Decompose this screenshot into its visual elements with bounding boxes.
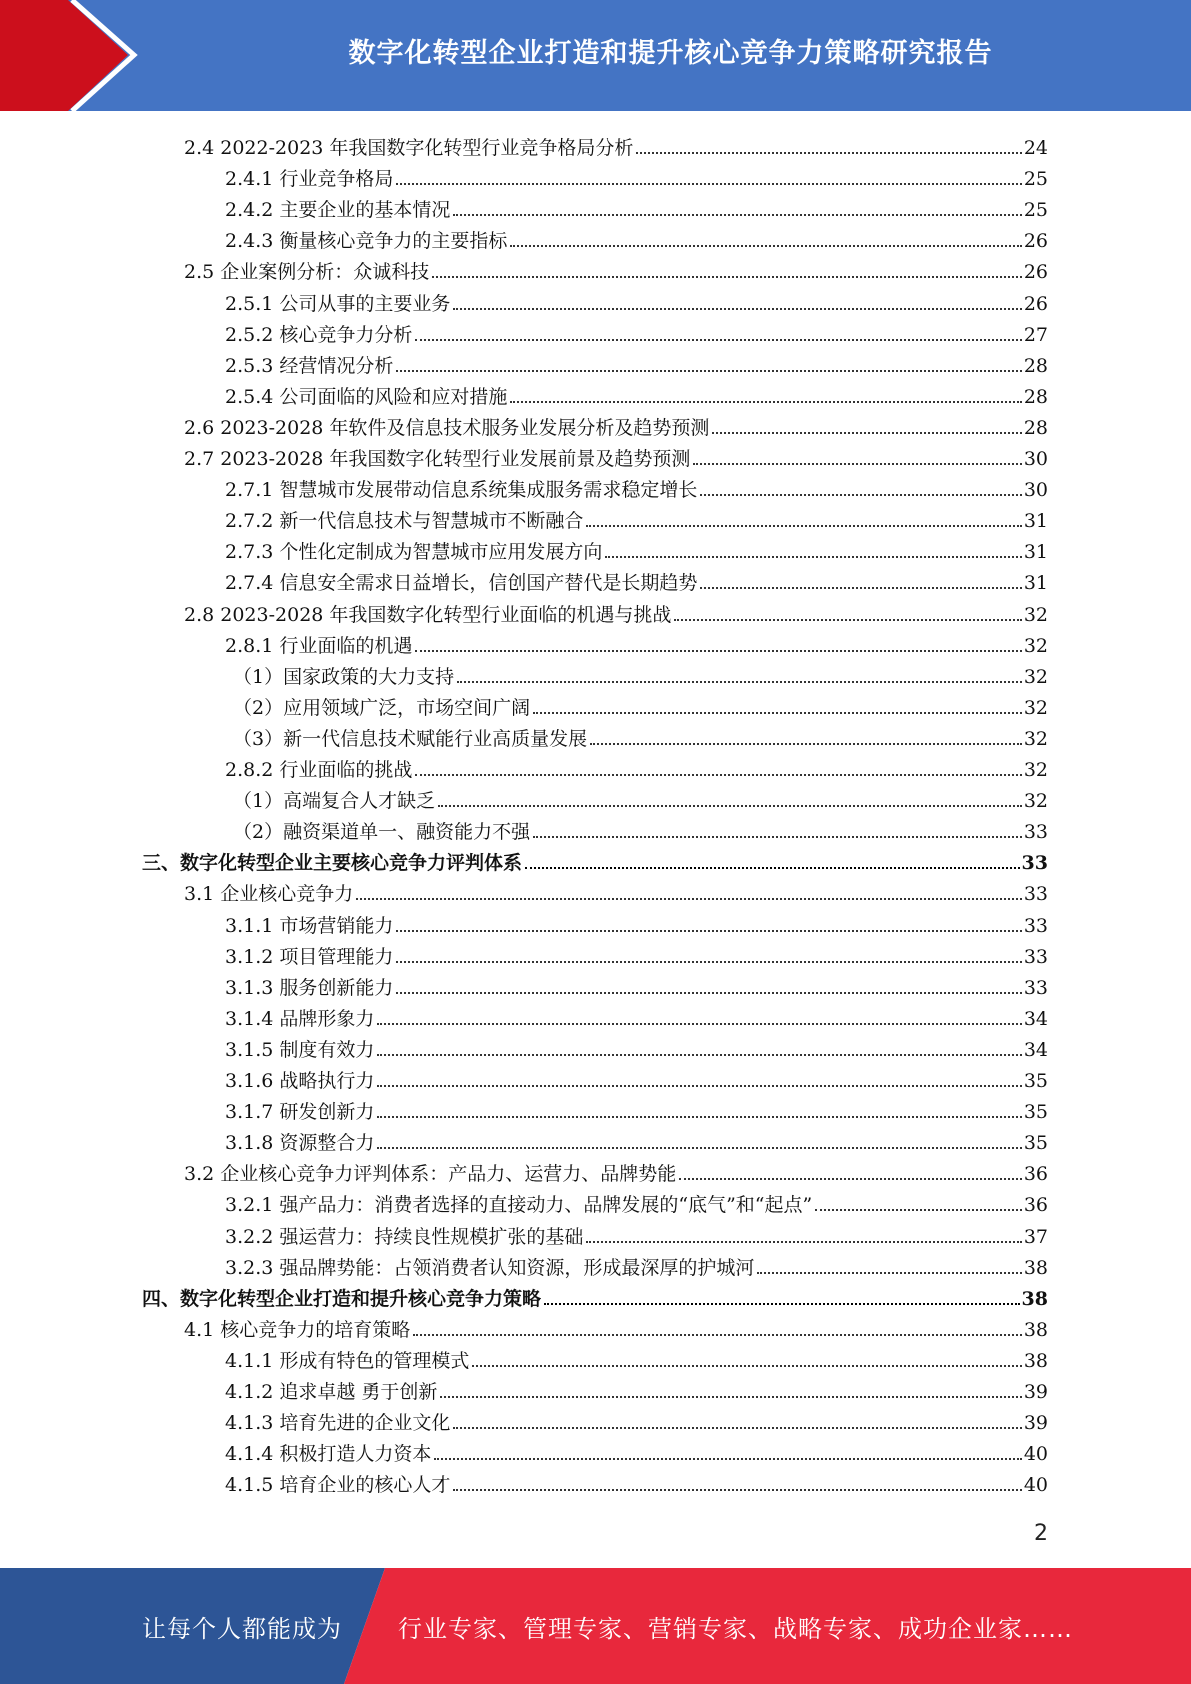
footer-slogan-right: 行业专家、管理专家、营销专家、战略专家、成功企业家…… [398, 1614, 1073, 1643]
toc-entry-title: 3.1.2 项目管理能力 [225, 945, 394, 968]
toc-dot-leader [415, 338, 1021, 341]
toc-entry-page: 31 [1023, 510, 1048, 533]
toc-entry[interactable] [225, 501, 1048, 532]
toc-entry-page: 26 [1023, 261, 1048, 284]
toc-entry-page: 27 [1023, 323, 1048, 346]
toc-entry-page: 32 [1023, 759, 1048, 781]
footer-slogan-left: 让每个人都能成为 [142, 1614, 342, 1643]
toc-entry-title: 3.1.5 制度有效力 [225, 1038, 375, 1061]
toc-dot-leader [636, 151, 1021, 154]
toc-entry[interactable] [184, 128, 1048, 159]
toc-entry[interactable] [225, 1092, 1048, 1123]
toc-dot-leader [457, 680, 1022, 683]
toc-dot-leader [472, 1364, 1021, 1367]
toc-entry[interactable] [184, 439, 1048, 470]
toc-entry[interactable] [225, 1341, 1048, 1372]
toc-entry-page: 32 [1023, 603, 1048, 626]
toc-entry-title: 4.1.3 培育先进的企业文化 [225, 1412, 451, 1435]
toc-entry-page: 25 [1023, 168, 1048, 191]
toc-entry-title: 2.7.2 新一代信息技术与智慧城市不断融合 [225, 510, 584, 533]
toc-entry-title: 4.1.2 追求卓越 勇于创新 [225, 1381, 438, 1403]
toc-entry-title: （2）融资渠道单一、融资能力不强 [233, 821, 531, 844]
toc-entry[interactable] [225, 626, 1048, 657]
toc-entry[interactable] [225, 159, 1048, 190]
toc-entry-page: 38 [1021, 1287, 1048, 1310]
toc-entry-title: 3.1.4 品牌形象力 [225, 1007, 375, 1030]
toc-entry-page: 33 [1023, 914, 1048, 937]
toc-dot-leader [590, 742, 1022, 745]
toc-entry[interactable] [225, 999, 1048, 1030]
toc-entry[interactable] [233, 812, 1048, 843]
toc-entry-title: 2.8.2 行业面临的挑战 [225, 759, 413, 781]
toc-dot-leader [757, 1271, 1021, 1274]
toc-entry-title: 3.2.1 强产品力：消费者选择的直接动力、品牌发展的“底气”和“起点” [225, 1194, 813, 1217]
toc-entry-title: 2.5.3 经营情况分析 [225, 354, 394, 377]
toc-entry-page: 33 [1023, 883, 1048, 906]
toc-entry-title: 2.4.1 行业竞争格局 [225, 168, 394, 191]
toc-entry[interactable] [225, 1123, 1048, 1154]
toc-dot-leader [434, 1457, 1021, 1460]
toc-entry[interactable] [225, 968, 1048, 999]
report-title: 数字化转型企业打造和提升核心竞争力策略研究报告 [348, 37, 993, 69]
toc-entry-page: 38 [1023, 1256, 1048, 1279]
toc-entry-page: 37 [1023, 1225, 1048, 1248]
toc-entry-page: 24 [1023, 137, 1048, 159]
toc-dot-leader [396, 182, 1021, 185]
toc-dot-leader [396, 929, 1021, 932]
toc-entry-page: 32 [1023, 790, 1048, 813]
red-arrow-icon [0, 0, 160, 111]
toc-entry[interactable] [142, 843, 1048, 874]
toc-entry[interactable] [233, 719, 1048, 750]
toc-entry[interactable] [225, 1372, 1048, 1403]
toc-entry-title: 3.2.2 强运营力：持续良性规模扩张的基础 [225, 1225, 584, 1248]
toc-entry-title: 3.1.7 研发创新力 [225, 1101, 375, 1124]
toc-entry[interactable] [184, 1154, 1048, 1185]
toc-entry[interactable] [184, 408, 1048, 439]
toc-entry-title: 2.5.2 核心竞争力分析 [225, 323, 413, 346]
toc-entry-page: 39 [1023, 1381, 1048, 1403]
toc-entry-page: 40 [1023, 1474, 1048, 1497]
toc-entry[interactable] [225, 563, 1048, 594]
toc-entry-page: 32 [1023, 665, 1048, 688]
toc-entry[interactable] [225, 937, 1048, 968]
toc-dot-leader [533, 711, 1022, 714]
toc-entry[interactable] [225, 1185, 1048, 1216]
toc-entry-title: （1）高端复合人才缺乏 [233, 790, 436, 813]
toc-entry[interactable] [225, 190, 1048, 221]
toc-dot-leader [510, 244, 1021, 247]
toc-entry[interactable] [184, 874, 1048, 905]
toc-entry-page: 36 [1023, 1163, 1048, 1186]
toc-entry-title: （2）应用领域广泛，市场空间广阔 [233, 696, 531, 719]
toc-entry[interactable] [225, 1403, 1048, 1434]
toc-dot-leader [586, 524, 1021, 527]
toc-dot-leader [533, 835, 1022, 838]
toc-entry-title: （3）新一代信息技术赋能行业高质量发展 [233, 727, 588, 750]
toc-dot-leader [432, 275, 1022, 278]
toc-entry-page: 31 [1023, 572, 1048, 595]
toc-entry-title: 3.1.1 市场营销能力 [225, 914, 394, 937]
toc-entry-title: 2.5 企业案例分析：众诚科技 [184, 261, 430, 284]
toc-dot-leader [453, 1426, 1021, 1429]
toc-dot-leader [700, 493, 1021, 496]
toc-entry-title: 三、数字化转型企业主要核心竞争力评判体系 [142, 852, 523, 875]
toc-entry-title: 4.1.4 积极打造人力资本 [225, 1443, 432, 1466]
toc-dot-leader [712, 431, 1021, 434]
toc-entry-title: 3.1 企业核心竞争力 [184, 883, 354, 906]
toc-dot-leader [396, 960, 1021, 963]
toc-entry[interactable] [233, 688, 1048, 719]
toc-entry-page: 25 [1023, 199, 1048, 222]
toc-entry-page: 38 [1023, 1318, 1048, 1341]
page-number: 2 [1034, 1521, 1048, 1546]
toc-entry-page: 35 [1023, 1070, 1048, 1092]
toc-entry-title: 四、数字化转型企业打造和提升核心竞争力策略 [142, 1287, 542, 1310]
toc-entry-title: 2.7.1 智慧城市发展带动信息系统集成服务需求稳定增长 [225, 479, 698, 502]
toc-entry-page: 34 [1023, 1038, 1048, 1061]
toc-entry-title: 3.1.6 战略执行力 [225, 1070, 375, 1092]
toc-entry-title: 2.7 2023-2028 年我国数字化转型行业发展前景及趋势预测 [184, 448, 691, 470]
toc-dot-leader [415, 773, 1021, 776]
toc-entry-page: 30 [1023, 448, 1048, 470]
toc-dot-leader [586, 1240, 1021, 1243]
toc-dot-leader [377, 1146, 1021, 1149]
toc-entry-title: 4.1 核心竞争力的培育策略 [184, 1318, 411, 1341]
toc-entry[interactable] [233, 781, 1048, 812]
toc-entry-page: 33 [1023, 821, 1048, 844]
toc-entry-title: 3.1.3 服务创新能力 [225, 976, 394, 999]
toc-dot-leader [377, 1022, 1021, 1025]
toc-entry[interactable] [225, 532, 1048, 563]
toc-entry-page: 35 [1023, 1101, 1048, 1124]
toc-entry-title: 2.8 2023-2028 年我国数字化转型行业面临的机遇与挑战 [184, 603, 672, 626]
toc-entry-page: 36 [1023, 1194, 1048, 1217]
toc-entry[interactable] [233, 657, 1048, 688]
toc-entry-page: 38 [1023, 1349, 1048, 1372]
toc-entry-title: 2.8.1 行业面临的机遇 [225, 634, 413, 657]
toc-entry-page: 35 [1023, 1132, 1048, 1155]
toc-entry-page: 28 [1023, 385, 1048, 408]
toc-entry-title: 2.4.3 衡量核心竞争力的主要指标 [225, 230, 508, 253]
toc-dot-leader [413, 1333, 1022, 1336]
toc-entry-title: 2.5.1 公司从事的主要业务 [225, 292, 451, 315]
toc-dot-leader [674, 618, 1021, 621]
toc-entry[interactable] [225, 750, 1048, 781]
toc-entry-page: 33 [1023, 945, 1048, 968]
toc-dot-leader [510, 400, 1021, 403]
toc-entry[interactable] [225, 346, 1048, 377]
toc-entry-title: 3.2 企业核心竞争力评判体系：产品力、运营力、品牌势能 [184, 1163, 677, 1186]
toc-dot-leader [679, 1177, 1022, 1180]
toc-entry[interactable] [225, 284, 1048, 315]
toc-entry-title: 2.4.2 主要企业的基本情况 [225, 199, 451, 222]
toc-entry[interactable] [184, 1310, 1048, 1341]
toc-entry-title: 2.4 2022-2023 年我国数字化转型行业竞争格局分析 [184, 137, 634, 159]
toc-dot-leader [605, 555, 1021, 558]
toc-dot-leader [453, 307, 1021, 310]
toc-entry-page: 34 [1023, 1007, 1048, 1030]
toc-entry-page: 28 [1023, 416, 1048, 439]
toc-dot-leader [415, 649, 1021, 652]
toc-dot-leader [396, 991, 1021, 994]
toc-entry-title: 4.1.5 培育企业的核心人才 [225, 1474, 451, 1497]
toc-entry[interactable] [184, 595, 1048, 626]
toc-entry-page: 32 [1023, 634, 1048, 657]
toc-entry[interactable] [225, 377, 1048, 408]
toc-entry-page: 40 [1023, 1443, 1048, 1466]
toc-entry-page: 31 [1023, 541, 1048, 564]
toc-entry-page: 39 [1023, 1412, 1048, 1435]
toc-dot-leader [693, 462, 1021, 465]
toc-dot-leader [356, 897, 1022, 900]
toc-entry[interactable] [225, 1061, 1048, 1092]
toc-entry[interactable] [225, 1465, 1048, 1496]
toc-dot-leader [377, 1084, 1021, 1087]
toc-entry-title: 3.1.8 资源整合力 [225, 1132, 375, 1155]
toc-entry[interactable] [225, 470, 1048, 501]
toc-entry[interactable] [184, 252, 1048, 283]
toc-entry-title: 2.7.3 个性化定制成为智慧城市应用发展方向 [225, 541, 603, 564]
toc-dot-leader [440, 1395, 1021, 1398]
toc-entry-page: 26 [1023, 230, 1048, 253]
toc-dot-leader [438, 804, 1022, 807]
toc-entry-page: 28 [1023, 354, 1048, 377]
toc-entry[interactable] [225, 906, 1048, 937]
toc-dot-leader [377, 1115, 1021, 1118]
toc-dot-leader [396, 369, 1021, 372]
header-band [0, 0, 1191, 111]
toc-entry-title: 2.7.4 信息安全需求日益增长，信创国产替代是长期趋势 [225, 572, 698, 595]
toc-dot-leader [453, 213, 1021, 216]
toc-entry[interactable] [225, 1030, 1048, 1061]
toc-dot-leader [544, 1302, 1020, 1305]
toc-entry-title: 2.6 2023-2028 年软件及信息技术服务业发展分析及趋势预测 [184, 416, 710, 439]
toc-dot-leader [700, 586, 1021, 589]
toc-entry[interactable] [225, 1434, 1048, 1465]
toc-entry-page: 32 [1023, 727, 1048, 750]
toc-entry-page: 26 [1023, 292, 1048, 315]
toc-entry[interactable] [225, 221, 1048, 252]
toc-dot-leader [377, 1053, 1021, 1056]
toc-entry-title: （1）国家政策的大力支持 [233, 665, 455, 688]
toc-entry[interactable] [142, 1279, 1048, 1310]
toc-dot-leader [525, 866, 1020, 869]
toc-dot-leader [453, 1488, 1021, 1491]
toc-entry-title: 4.1.1 形成有特色的管理模式 [225, 1349, 470, 1372]
footer-band [0, 1568, 1191, 1684]
toc-entry-title: 3.2.3 强品牌势能：占领消费者认知资源，形成最深厚的护城河 [225, 1256, 755, 1279]
toc-entry-page: 33 [1023, 976, 1048, 999]
toc-entry[interactable] [225, 1217, 1048, 1248]
toc-entry-page: 32 [1023, 696, 1048, 719]
toc-entry-page: 33 [1021, 852, 1048, 875]
toc-dot-leader [815, 1208, 1022, 1211]
toc-entry[interactable] [225, 315, 1048, 346]
toc-entry-title: 2.5.4 公司面临的风险和应对措施 [225, 385, 508, 408]
toc-entry[interactable] [225, 1248, 1048, 1279]
toc-entry-page: 30 [1023, 479, 1048, 502]
